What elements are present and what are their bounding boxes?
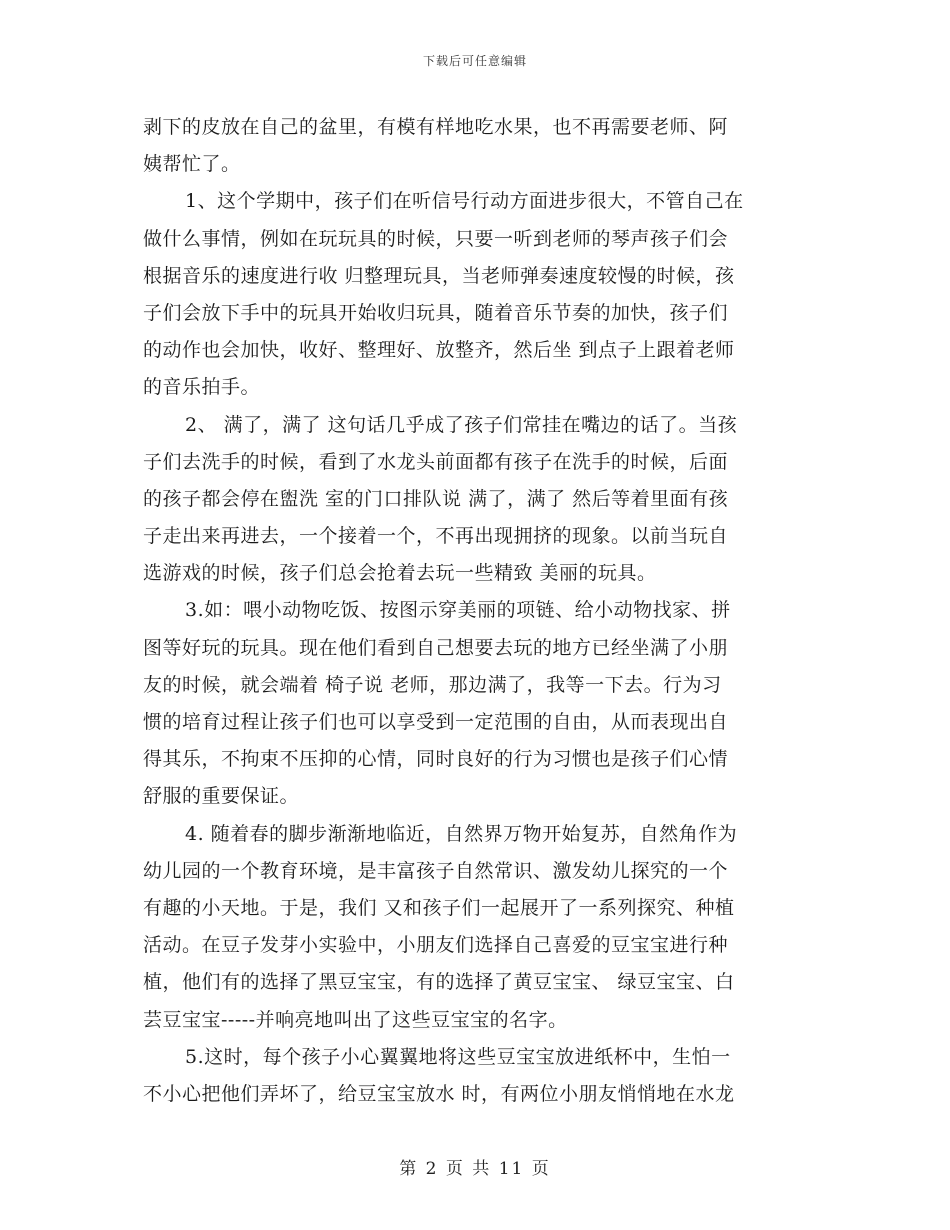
paragraph: [143, 109, 813, 183]
text-line: 图等好玩的玩具。现在他们看到自己想要去玩的地方已经坐满了小朋: [143, 636, 729, 659]
document-body: [143, 109, 813, 1113]
paragraph: [143, 816, 813, 1039]
text-line: 芸豆宝宝-----并响亮地叫出了这些豆宝宝的名字。: [143, 1008, 568, 1031]
page-number-footer: 第 2 页 共 11 页: [399, 1159, 551, 1179]
text-line: 友的时候，就会端着 椅子说 老师，那边满了，我等一下去。行为习: [143, 673, 722, 696]
text-line: 3.如：喂小动物吃饭、按图示穿美丽的项链、给小动物找家、拼: [185, 599, 731, 622]
paragraph: [143, 592, 813, 815]
text-line: 5.这时，每个孩子小心翼翼地将这些豆宝宝放进纸杯中，生怕一: [185, 1045, 731, 1068]
text-line: 植，他们有的选择了黑豆宝宝，有的选择了黄豆宝宝、 绿豆宝宝、白: [143, 971, 735, 994]
text-line: 的动作也会加快，收好、整理好、放整齐，然后坐 到点子上跟着老师: [143, 339, 735, 362]
text-line: 子走出来再进去，一个接着一个，不再出现拥挤的现象。以前当玩自: [143, 525, 729, 548]
text-line: 4. 随着春的脚步渐渐地临近，自然界万物开始复苏，自然角作为: [185, 822, 738, 845]
paragraph: [143, 407, 813, 593]
text-line: 活动。在豆子发芽小实验中，小朋友们选择自己喜爱的豆宝宝进行种: [143, 934, 729, 957]
text-line: 做什么事情，例如在玩玩具的时候，只要一听到老师的琴声孩子们会: [143, 227, 729, 250]
text-line: 1、这个学期中，孩子们在听信号行动方面进步很大，不管自己在: [185, 190, 744, 213]
text-line: 得其乐，不拘束不压抑的心情，同时良好的行为习惯也是孩子们心情: [143, 748, 729, 771]
page-header: 下载后可任意编辑: [422, 54, 527, 68]
text-line: 惯的培育过程让孩子们也可以享受到一定范围的自由，从而表现出自: [143, 711, 729, 733]
text-line: 剥下的皮放在自己的盆里，有模有样地吃水果，也不再需要老师、阿: [143, 116, 729, 138]
text-line: 子们去洗手的时候，看到了水龙头前面都有孩子在洗手的时候，后面: [143, 450, 729, 473]
paragraph: [143, 183, 813, 406]
paragraph: [143, 1039, 813, 1113]
text-line: 根据音乐的速度进行收 归整理玩具，当老师弹奏速度较慢的时候，孩: [143, 264, 735, 287]
text-line: 不小心把他们弄坏了，给豆宝宝放水 时，有两位小朋友悄悄地在水龙: [143, 1082, 735, 1105]
text-line: 有趣的小天地。于是，我们 又和孩子们一起展开了一系列探究、种植: [143, 896, 735, 919]
text-line: 选游戏的时候，孩子们总会抢着去玩一些精致 美丽的玩具。: [143, 562, 657, 585]
text-line: 幼儿园的一个教育环境，是丰富孩子自然常识、激发幼儿探究的一个: [143, 859, 729, 882]
text-line: 的孩子都会停在盥洗 室的门口排队说 满了，满了 然后等着里面有孩: [143, 487, 729, 510]
text-line: 舒服的重要保证。: [143, 785, 300, 808]
text-line: 的音乐拍手。: [143, 376, 261, 399]
text-line: 2、 满了，满了 这句话几乎成了孩子们常挂在嘴边的话了。当孩: [185, 413, 738, 436]
text-line: 子们会放下手中的玩具开始收归玩具，随着音乐节奏的加快，孩子们: [143, 301, 729, 324]
text-line: 姨帮忙了。: [143, 153, 241, 176]
